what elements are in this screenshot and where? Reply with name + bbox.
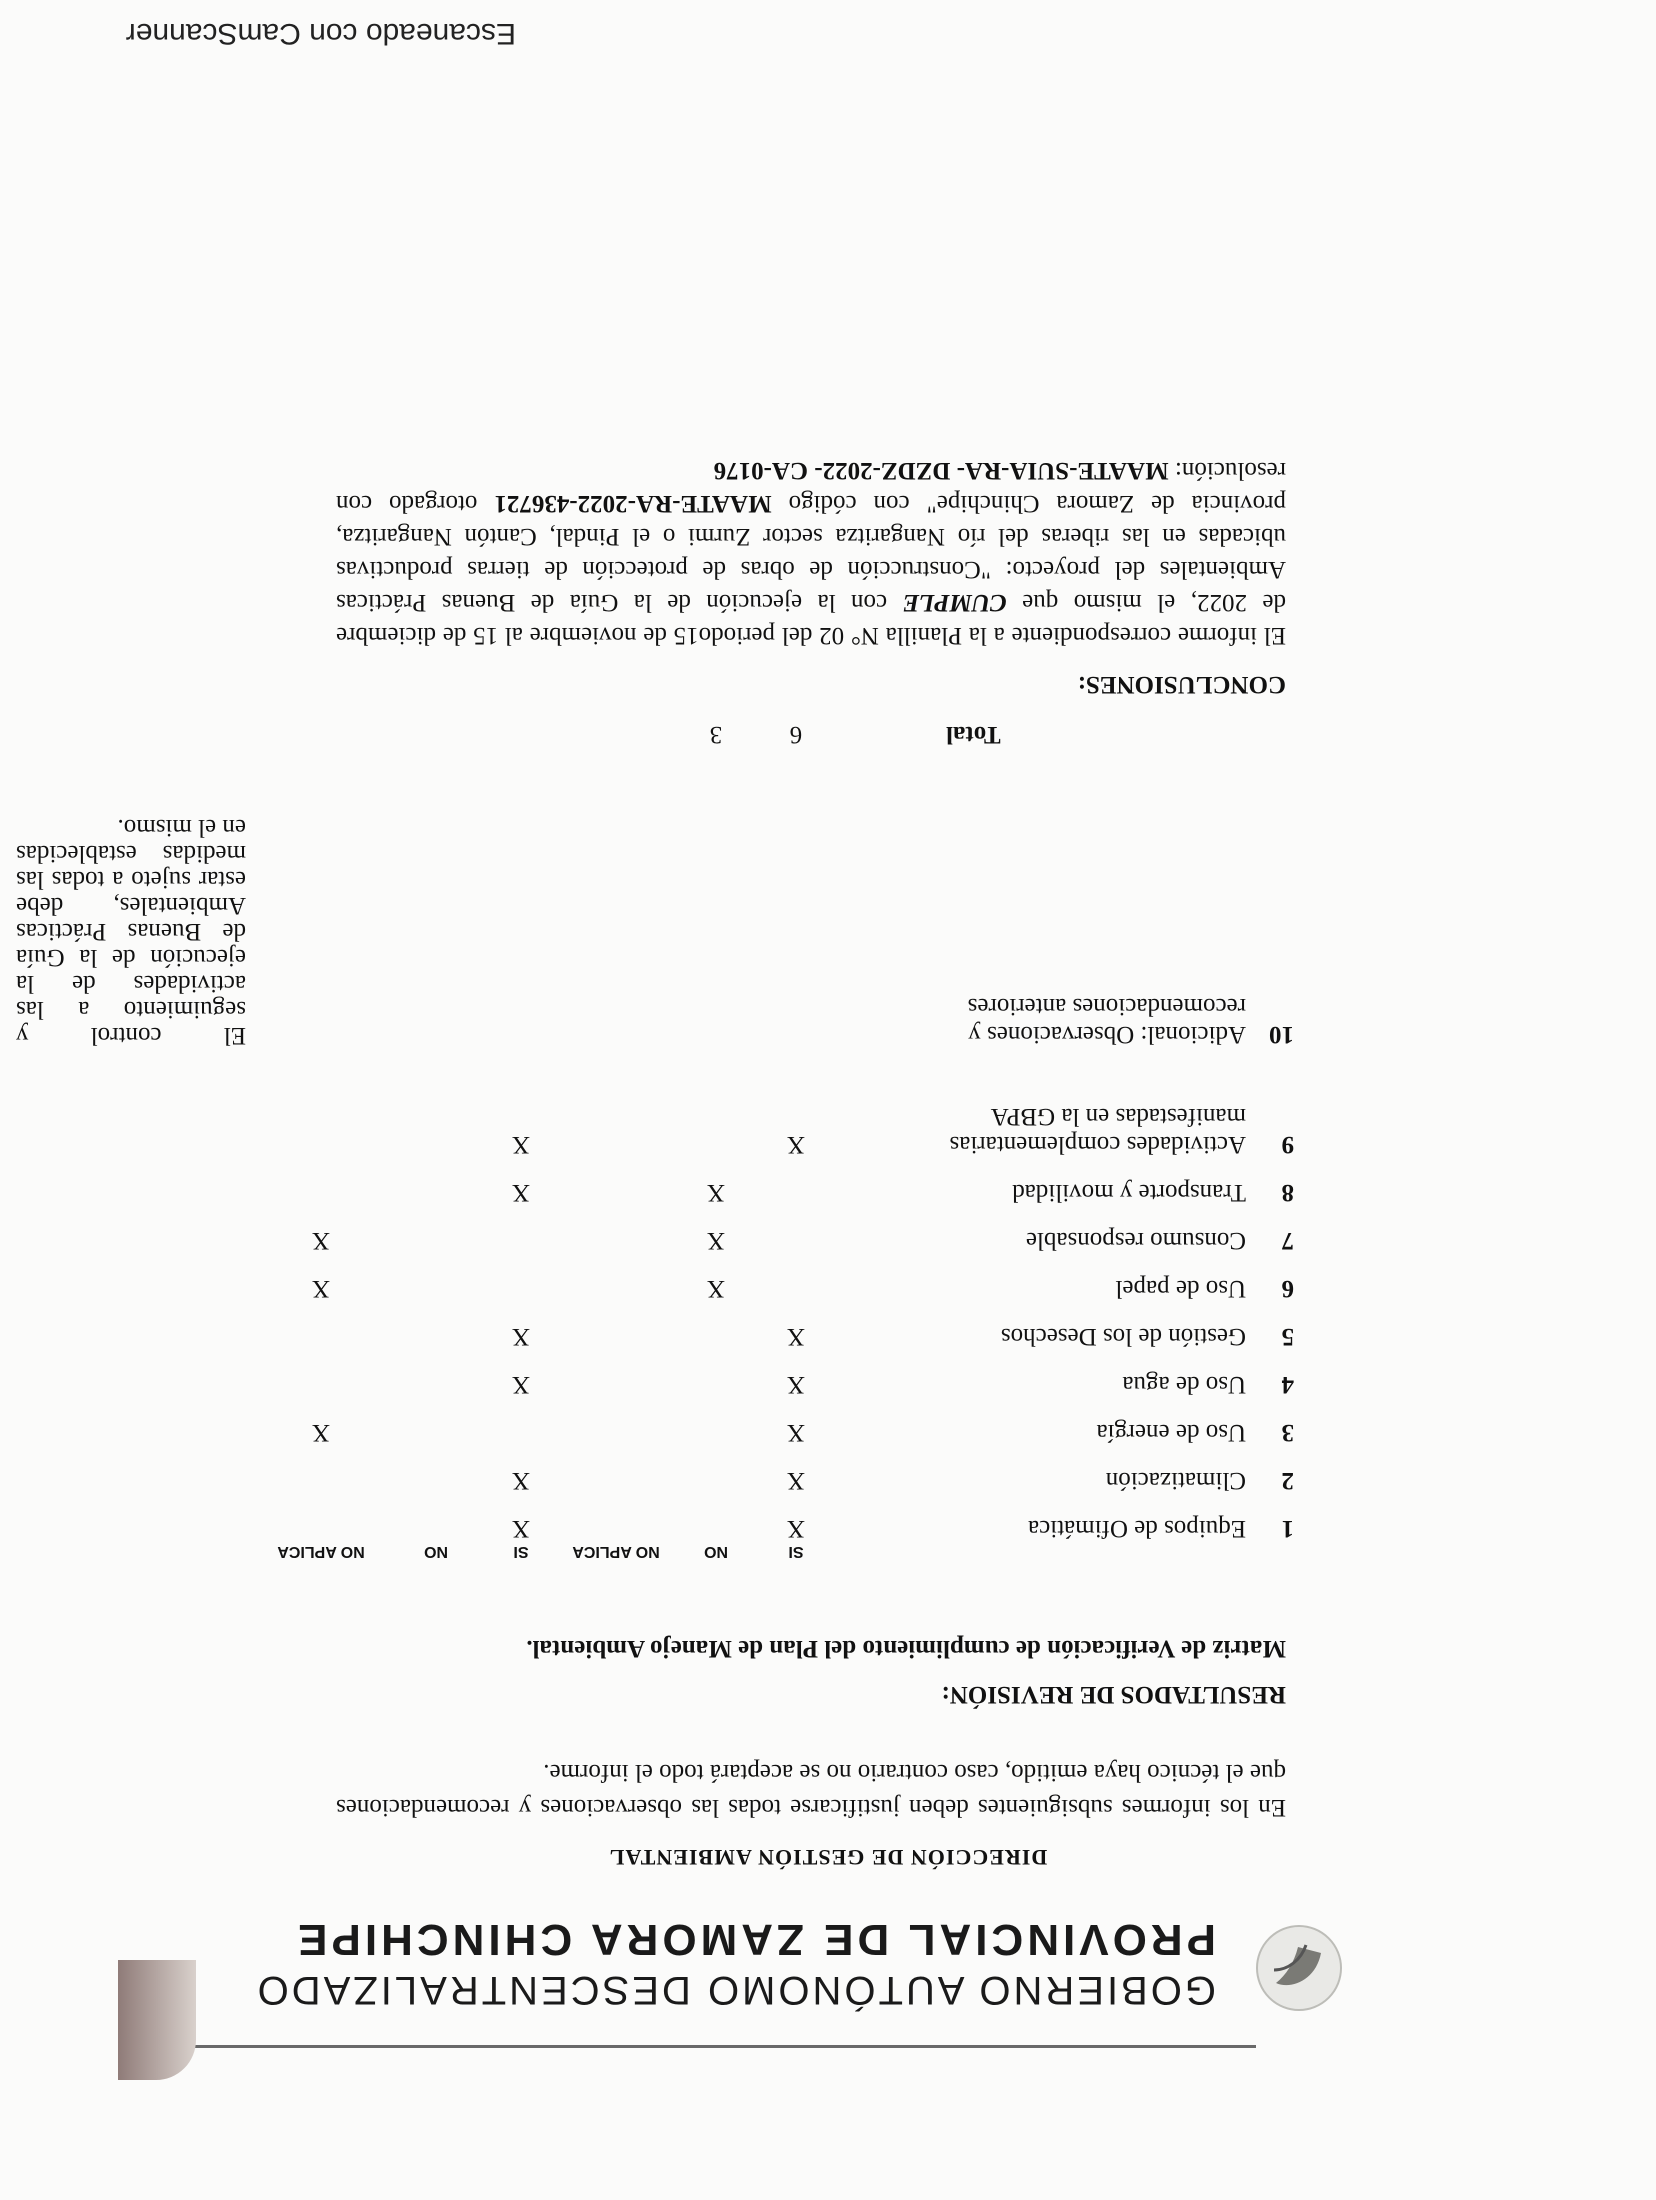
row-mark [566,1158,666,1206]
row-mark: X [706,1227,726,1254]
row-mark [666,748,766,1048]
row-spacer [826,1350,946,1398]
row-mark: X [786,1419,806,1446]
row-observation [16,1302,246,1350]
row-mark [396,1494,476,1542]
row-mark: X [786,1323,806,1350]
row-mark: X [511,1179,531,1206]
row-observation: El control y seguimiento a las actividades de la ejecución de la Guía de Buenas Prácticas Ambientales, debe estar sujeto a todas las medidas establecidas en el mismo. [16,814,246,1049]
row-number: 9 [1281,1131,1294,1158]
row-number: 1 [1281,1515,1294,1542]
matrix-row [16,1158,1294,1206]
row-mark: X [511,1467,531,1494]
provincial-logo-icon [1251,1920,1346,2015]
scan-edge-shadow [118,1960,196,2080]
conclusions-text-3: otorgado con resolución: [335,457,1286,517]
header-rule [156,2045,1256,2048]
header-si-1: SI [788,1543,804,1560]
row-mark [476,1254,566,1302]
row-mark [566,748,666,1048]
row-mark [766,1254,826,1302]
row-mark: X [706,1275,726,1302]
matrix-row [16,1350,1294,1398]
row-mark [566,1350,666,1398]
total-si: 6 [789,721,803,748]
row-mark [396,1048,476,1158]
row-mark [396,1398,476,1446]
row-spacer [826,1302,946,1350]
row-observation [16,1494,246,1542]
row-observation [16,1350,246,1398]
row-number: 3 [1281,1419,1294,1446]
row-number: 5 [1281,1323,1294,1350]
row-mark [666,1350,766,1398]
row-mark [566,1048,666,1158]
row-mark [396,1350,476,1398]
row-number: 4 [1281,1371,1294,1398]
row-mark [246,1350,396,1398]
conclusions-text-1: El informe correspondiente a la Planilla N° 02 del periodo15 de noviembre al 15 de diciembre de 2022, el mismo que [336,589,1286,649]
scanner-watermark: Escaneado con CamScanner [125,17,516,50]
matrix-row [16,1048,1294,1158]
matrix-heading: Matriz de Verificación de cumplimiento del Plan de Manejo Ambiental. [526,1635,1286,1662]
row-observation [16,1206,246,1254]
row-observation [16,1446,246,1494]
row-mark: X [511,1323,531,1350]
row-spacer [826,1446,946,1494]
row-spacer [826,1398,946,1446]
row-mark [246,1158,396,1206]
row-mark [396,1206,476,1254]
verification-matrix [16,720,1294,1560]
matrix-row [16,1494,1294,1542]
row-mark [396,1446,476,1494]
matrix-row [16,1302,1294,1350]
row-mark [566,1494,666,1542]
row-mark [766,1158,826,1206]
row-mark [766,1206,826,1254]
total-label: Total [946,721,1001,748]
header-no-1: NO [704,1543,728,1560]
conclusions-text-2: con la ejecución de la Guía de Buenas Prácticas Ambientales del proyecto: "Construcción de obras de protección de tierras productivas ubicadas en las riberas del río Nangaritza sector Zurmi o el Pindal, Cantón Nangaritza, provincia de Zamora Chinchipe" con código [336,490,1286,616]
row-mark [666,1048,766,1158]
row-mark: X [311,1227,331,1254]
row-mark [396,1158,476,1206]
results-heading: RESULTADOS DE REVISIÓN: [941,1681,1286,1708]
row-mark [246,748,396,1048]
row-mark [396,748,476,1048]
row-mark [476,748,566,1048]
row-spacer [826,1048,946,1158]
row-spacer [826,748,946,1048]
header-line-1: GOBIERNO AUTÓNOMO DESCENTRALIZADO [254,1968,1216,2012]
row-mark: X [786,1371,806,1398]
conclusions-resolution: MAATE-SUIA-RA- DZDZ-2022- CA-0176 [713,457,1169,484]
row-mark [246,1446,396,1494]
row-spacer [826,1254,946,1302]
total-no: 3 [709,721,723,748]
row-mark [666,1494,766,1542]
matrix-body [16,748,1294,1542]
row-mark [246,1494,396,1542]
row-mark: X [311,1275,331,1302]
row-activity: Gestión de los Desechos [1000,1323,1246,1350]
row-mark [396,1254,476,1302]
header-observations [16,1542,246,1560]
row-number: 6 [1281,1275,1294,1302]
row-mark: X [786,1515,806,1542]
matrix-row [16,1206,1294,1254]
row-mark: X [511,1131,531,1158]
header-na-1: NO APLICA [572,1543,660,1560]
conclusions-paragraph [336,454,1286,652]
header-no-2: NO [424,1543,448,1560]
row-mark [766,748,826,1048]
row-number: 7 [1281,1227,1294,1254]
row-activity: Uso de papel [1115,1275,1246,1302]
header-spacer [826,1542,946,1560]
row-activity: Actividades complementarias manifestadas en la GBPA [949,1103,1246,1158]
row-activity: Uso de agua [1122,1371,1246,1398]
department-title: DIRECCIÓN DE GESTIÓN AMBIENTAL [608,1845,1048,1870]
row-mark: X [311,1419,331,1446]
matrix-row [16,1446,1294,1494]
row-observation [16,1398,246,1446]
row-activity: Adicional: Observaciones y recomendaciones anteriores [967,993,1246,1048]
row-activity: Consumo responsable [1025,1227,1246,1254]
conclusions-code: MAATE-RA-2022-436721 [494,490,772,517]
row-mark [476,1398,566,1446]
conclusions-cumple: CUMPLE [902,589,1007,616]
row-mark [666,1302,766,1350]
row-activity: Equipos de Ofimática [1028,1515,1246,1542]
row-mark: X [786,1467,806,1494]
row-mark [666,1398,766,1446]
header-na-2: NO APLICA [277,1543,365,1560]
row-observation [16,1158,246,1206]
row-mark [246,1048,396,1158]
row-mark: X [511,1371,531,1398]
row-mark: X [706,1179,726,1206]
row-number: 10 [1269,1021,1294,1048]
header-num [1246,1542,1294,1560]
row-mark: X [511,1515,531,1542]
row-activity: Uso de energía [1096,1419,1246,1446]
row-number: 8 [1281,1179,1294,1206]
row-mark [396,1302,476,1350]
matrix-row [16,748,1294,1048]
row-mark [566,1446,666,1494]
row-activity: Climatización [1105,1467,1246,1494]
matrix-row [16,1398,1294,1446]
row-mark [566,1302,666,1350]
matrix-header-row [16,1542,1294,1560]
row-spacer [826,1206,946,1254]
row-mark [476,1206,566,1254]
conclusions-heading: CONCLUSIONES: [1077,671,1286,698]
header-activity [946,1542,1246,1560]
header-si-2: SI [513,1543,529,1560]
row-mark [566,1206,666,1254]
row-activity: Transporte y movilidad [1012,1179,1246,1206]
row-observation [16,1254,246,1302]
matrix-row [16,1254,1294,1302]
row-mark [566,1398,666,1446]
row-spacer [826,1494,946,1542]
row-mark [566,1254,666,1302]
row-mark [246,1302,396,1350]
row-mark [666,1446,766,1494]
row-number: 2 [1281,1467,1294,1494]
header-line-2: PROVINCIAL DE ZAMORA CHINCHIPE [294,1915,1216,1964]
intro-paragraph: En los informes subsiguientes deben justificarse todas las observaciones y recomendaciones que el técnico haya emitido, caso contrario no se aceptará todo el informe. [336,1759,1286,1821]
row-observation [16,1048,246,1158]
row-mark: X [786,1131,806,1158]
matrix-total-row [16,720,1294,748]
row-spacer [826,1158,946,1206]
